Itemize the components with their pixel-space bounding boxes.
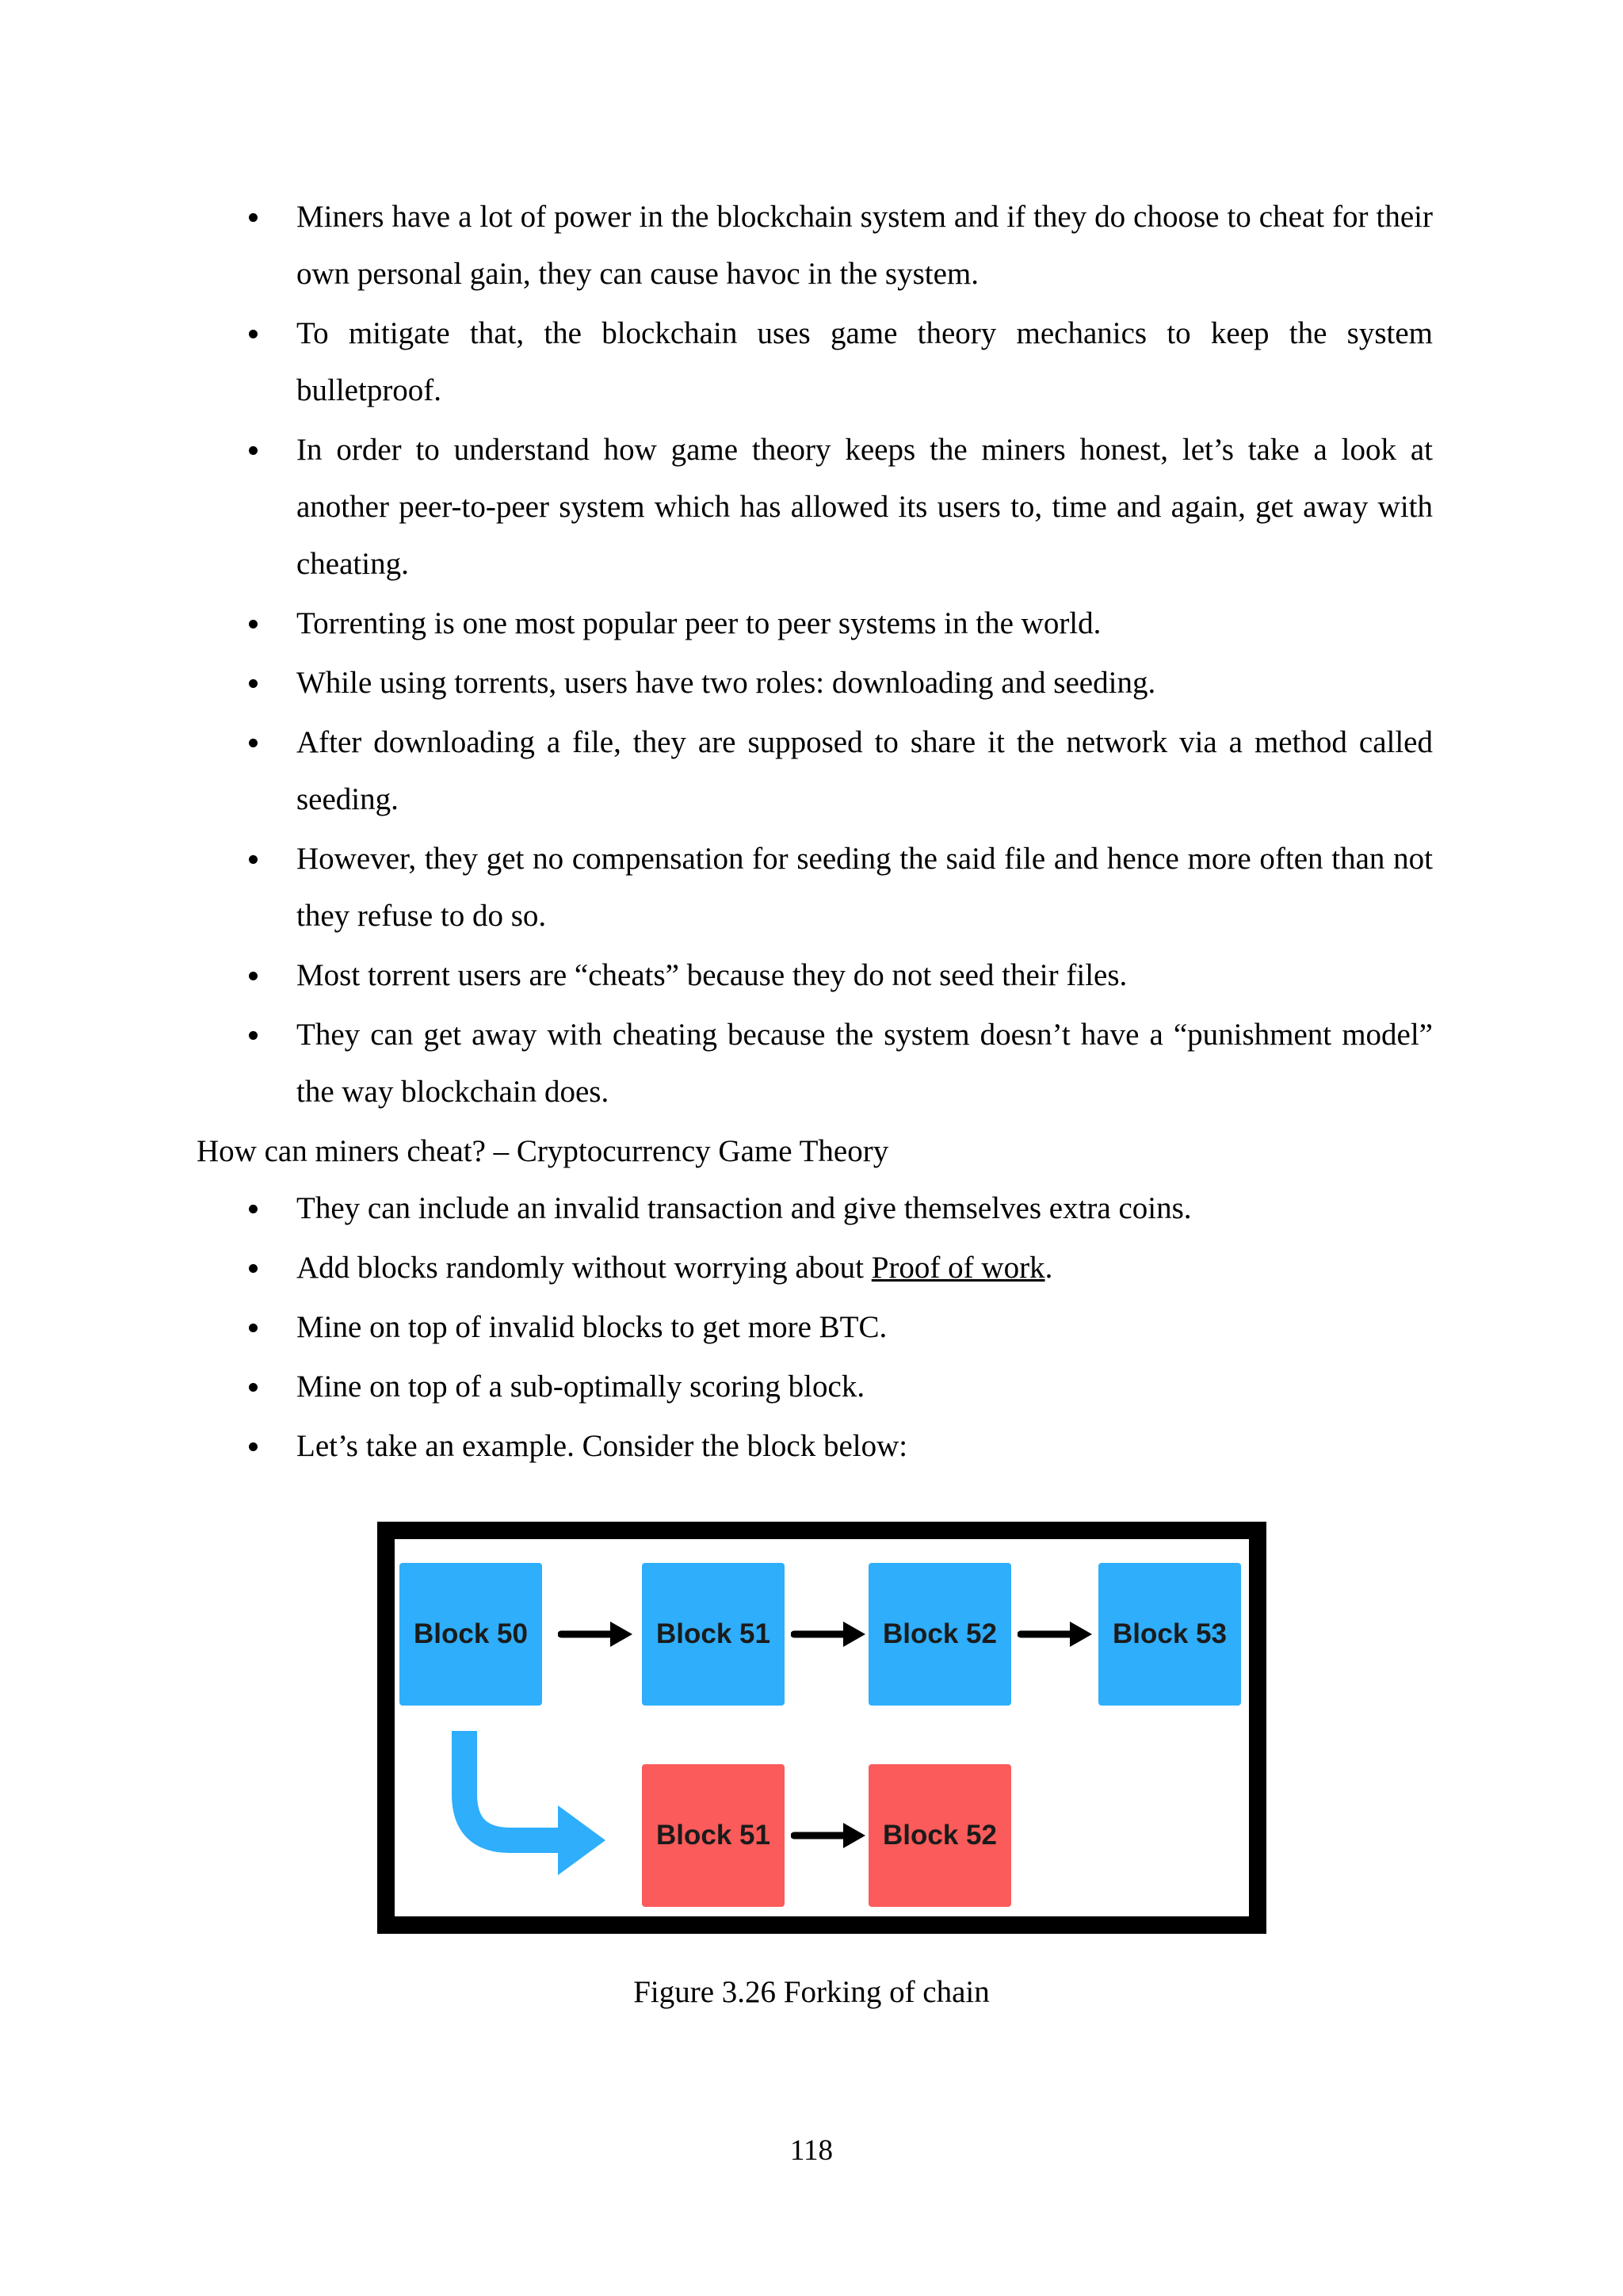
fork-diagram [377, 1522, 1266, 1934]
right-arrow-icon [1018, 1618, 1094, 1650]
list-item: Let’s take an example. Consider the block below: [197, 1418, 1433, 1475]
list-item: They can include an invalid transaction and give themselves extra coins. [197, 1180, 1433, 1237]
main-block-50: Block 50 [399, 1563, 542, 1706]
bullet-dot-icon [249, 972, 258, 980]
figure-caption: Figure 3.26 Forking of chain [633, 1975, 990, 2009]
bullet-dot-icon [249, 1031, 258, 1040]
list-item: They can get away with cheating because the system doesn’t have a “punishment model” the way blockchain does. [197, 1007, 1433, 1121]
proof-of-work-link[interactable]: Proof of work [871, 1251, 1045, 1285]
list-item: Mine on top of invalid blocks to get more BTC. [197, 1299, 1433, 1356]
page-content [197, 189, 1433, 1477]
bullet-dot-icon [249, 620, 258, 628]
list-item: Add blocks randomly without worrying about Proof of work. [197, 1240, 1433, 1297]
list-item: To mitigate that, the blockchain uses game theory mechanics to keep the system bulletproof. [197, 305, 1433, 419]
list-item: Torrenting is one most popular peer to peer systems in the world. [197, 595, 1433, 652]
bullet-dot-icon [249, 739, 258, 747]
page-number: 118 [789, 2134, 834, 2167]
right-arrow-icon [791, 1618, 867, 1650]
bullet-list-top [197, 189, 1433, 1121]
section-heading: How can miners cheat? – Cryptocurrency Game Theory [197, 1134, 889, 1168]
fork-block-51: Block 51 [642, 1764, 785, 1907]
bullet-dot-icon [249, 446, 258, 455]
bullet-dot-icon [249, 1205, 258, 1213]
bullet-dot-icon [249, 1264, 258, 1273]
list-item: However, they get no compensation for seeding the said file and hence more often than not they refuse to do so. [197, 831, 1433, 945]
right-arrow-icon [558, 1618, 634, 1650]
list-item: While using torrents, users have two roles: downloading and seeding. [197, 655, 1433, 712]
main-block-51: Block 51 [642, 1563, 785, 1706]
bullet-dot-icon [249, 330, 258, 338]
list-item: After downloading a file, they are supposed to share it the network via a method called seeding. [197, 714, 1433, 828]
right-arrow-icon [791, 1820, 867, 1851]
bullet-dot-icon [249, 679, 258, 688]
main-block-52: Block 52 [869, 1563, 1011, 1706]
list-item: Miners have a lot of power in the blockchain system and if they do choose to cheat for their own personal gain, they can cause havoc in the system. [197, 189, 1433, 303]
bullet-dot-icon [249, 1383, 258, 1392]
bullet-dot-icon [249, 855, 258, 864]
bullet-list-bottom [197, 1180, 1433, 1475]
fork-block-52: Block 52 [869, 1764, 1011, 1907]
bullet-dot-icon [249, 1442, 258, 1451]
list-item: Most torrent users are “cheats” because they do not seed their files. [197, 947, 1433, 1004]
bullet-dot-icon [249, 1324, 258, 1332]
fork-arrow-icon [450, 1731, 624, 1889]
bullet-dot-icon [249, 213, 258, 222]
main-block-53: Block 53 [1098, 1563, 1241, 1706]
list-item: Mine on top of a sub-optimally scoring block. [197, 1358, 1433, 1415]
list-item: In order to understand how game theory keeps the miners honest, let’s take a look at another peer-to-peer system which has allowed its users to, time and again, get away with cheating. [197, 422, 1433, 593]
